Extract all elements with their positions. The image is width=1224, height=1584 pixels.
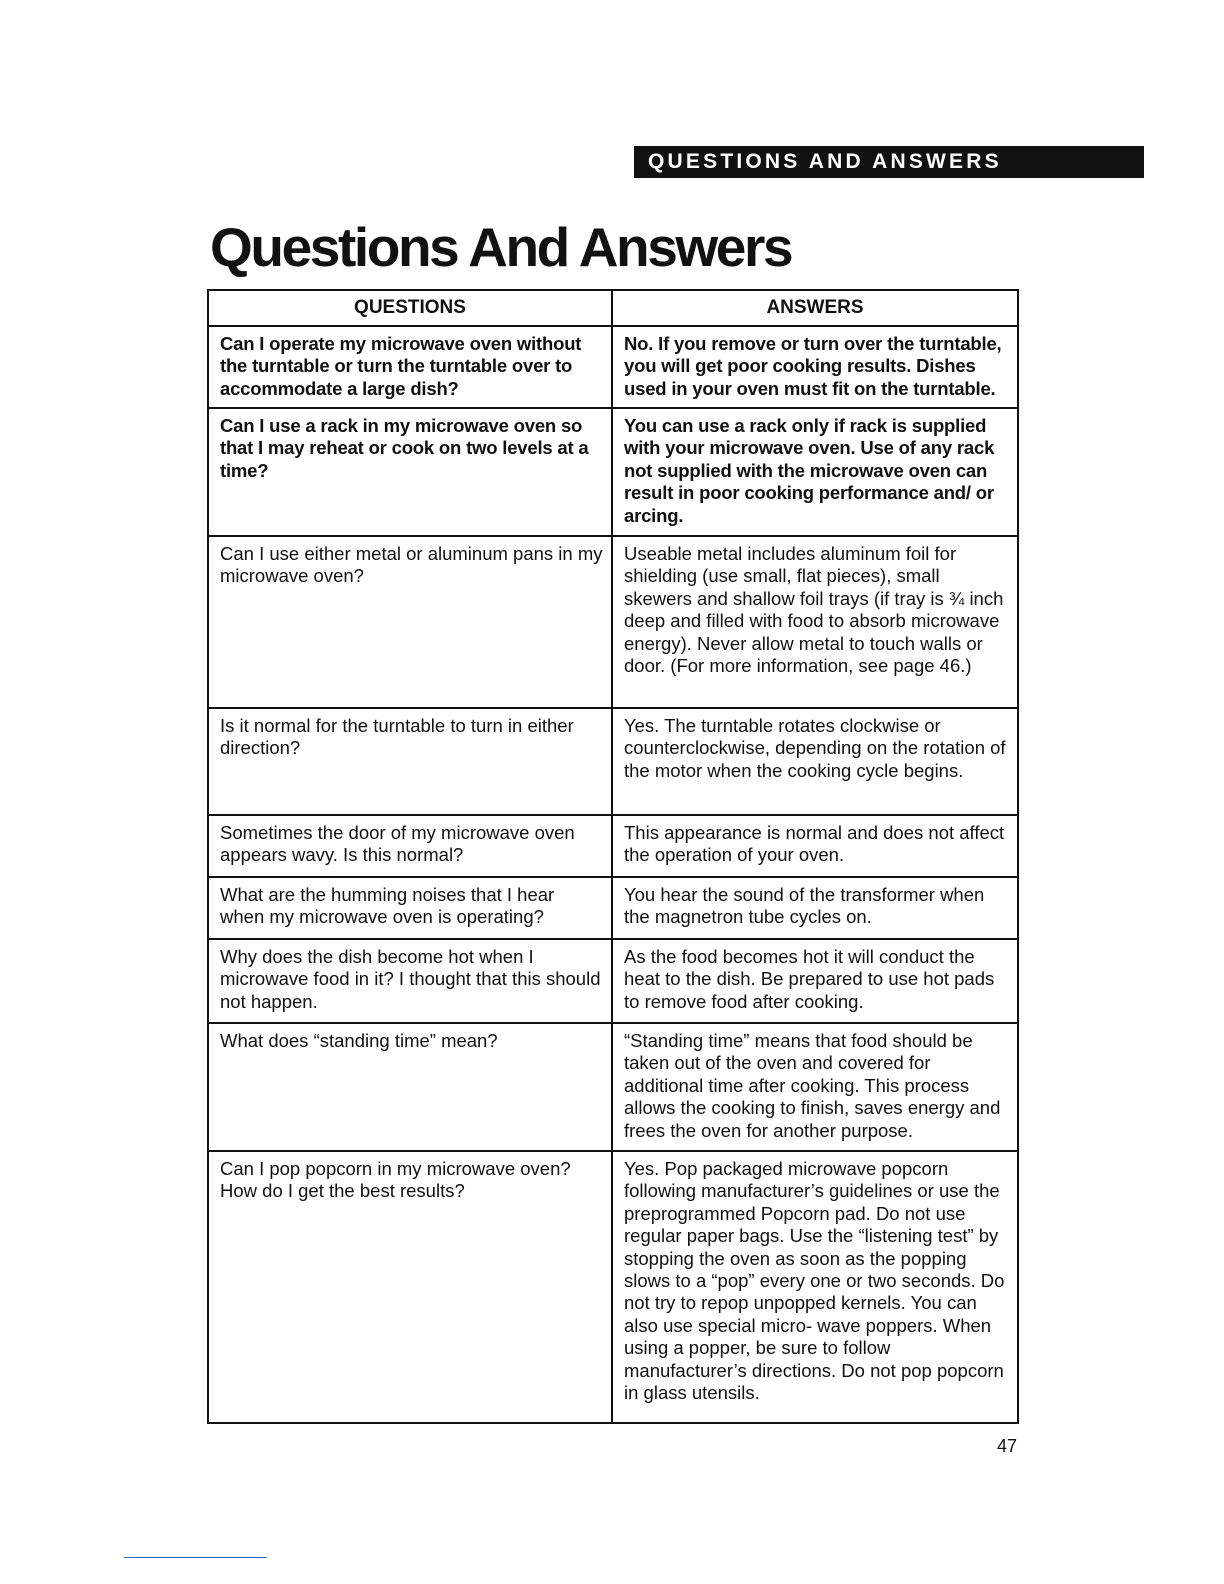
question-cell: Is it normal for the turntable to turn in either direction?	[208, 708, 612, 815]
answer-cell: This appearance is normal and does not affect the operation of your oven.	[612, 815, 1018, 877]
table-row	[208, 1023, 1018, 1151]
table-row	[208, 408, 1018, 536]
question-cell: What does “standing time” mean?	[208, 1023, 612, 1151]
table-row	[208, 1151, 1018, 1423]
table-row	[208, 536, 1018, 708]
table-row	[208, 939, 1018, 1023]
section-banner: QUESTIONS AND ANSWERS	[634, 146, 1144, 178]
answer-cell: As the food becomes hot it will conduct the heat to the dish. Be prepared to use hot pads to remove food after cooking.	[612, 939, 1018, 1023]
page-number: 47	[996, 1436, 1017, 1456]
question-cell: Can I operate my microwave oven without the turntable or turn the turntable over to accommodate a large dish?	[208, 326, 612, 408]
answer-cell: Yes. The turntable rotates clockwise or counterclockwise, depending on the rotation of the motor when the cooking cycle begins.	[612, 708, 1018, 815]
question-cell: What are the humming noises that I hear when my microwave oven is operating?	[208, 877, 612, 939]
table-row	[208, 815, 1018, 877]
answer-cell: Yes. Pop packaged microwave popcorn following manufacturer’s guidelines or use the preprogrammed Popcorn pad. Do not use regular paper bags. Use the “listening test” by stopping the oven as soon as the popping slows to a “pop” every one or two seconds. Do not try to repop unpopped kernels. You can also use special micro- wave poppers. When using a popper, be sure to follow manufacturer’s directions. Do not pop popcorn in glass utensils.	[612, 1151, 1018, 1423]
question-cell: Can I use either metal or aluminum pans in my microwave oven?	[208, 536, 612, 708]
question-cell: Can I pop popcorn in my microwave oven? How do I get the best results?	[208, 1151, 612, 1423]
page-title: Questions And Answers	[210, 216, 792, 278]
question-cell: Sometimes the door of my microwave oven appears wavy. Is this normal?	[208, 815, 612, 877]
table-row	[208, 877, 1018, 939]
qa-table	[207, 289, 1019, 1424]
answer-cell: “Standing time” means that food should be taken out of the oven and covered for additional time after cooking. This process allows the cooking to finish, saves energy and frees the oven for another purpose.	[612, 1023, 1018, 1151]
question-cell: Why does the dish become hot when I microwave food in it? I thought that this should not happen.	[208, 939, 612, 1023]
answers-column-header: ANSWERS	[612, 290, 1018, 326]
answer-cell: Useable metal includes aluminum foil for shielding (use small, flat pieces), small skewers and shallow foil trays (if tray is ¾ inch deep and filled with food to absorb microwave energy). Never allow metal to touch walls or door. (For more information, see page 46.)	[612, 536, 1018, 708]
footer-rule	[124, 1557, 267, 1558]
questions-column-header: QUESTIONS	[208, 290, 612, 326]
answer-cell: You hear the sound of the transformer when the magnetron tube cycles on.	[612, 877, 1018, 939]
answer-cell: You can use a rack only if rack is supplied with your microwave oven. Use of any rack not supplied with the microwave oven can result in poor cooking performance and/ or arcing.	[612, 408, 1018, 536]
table-row	[208, 708, 1018, 815]
table-header-row	[208, 290, 1018, 326]
answer-cell: No. If you remove or turn over the turntable, you will get poor cooking results. Dishes used in your oven must fit on the turntable.	[612, 326, 1018, 408]
question-cell: Can I use a rack in my microwave oven so that I may reheat or cook on two levels at a time?	[208, 408, 612, 536]
table-row	[208, 326, 1018, 408]
